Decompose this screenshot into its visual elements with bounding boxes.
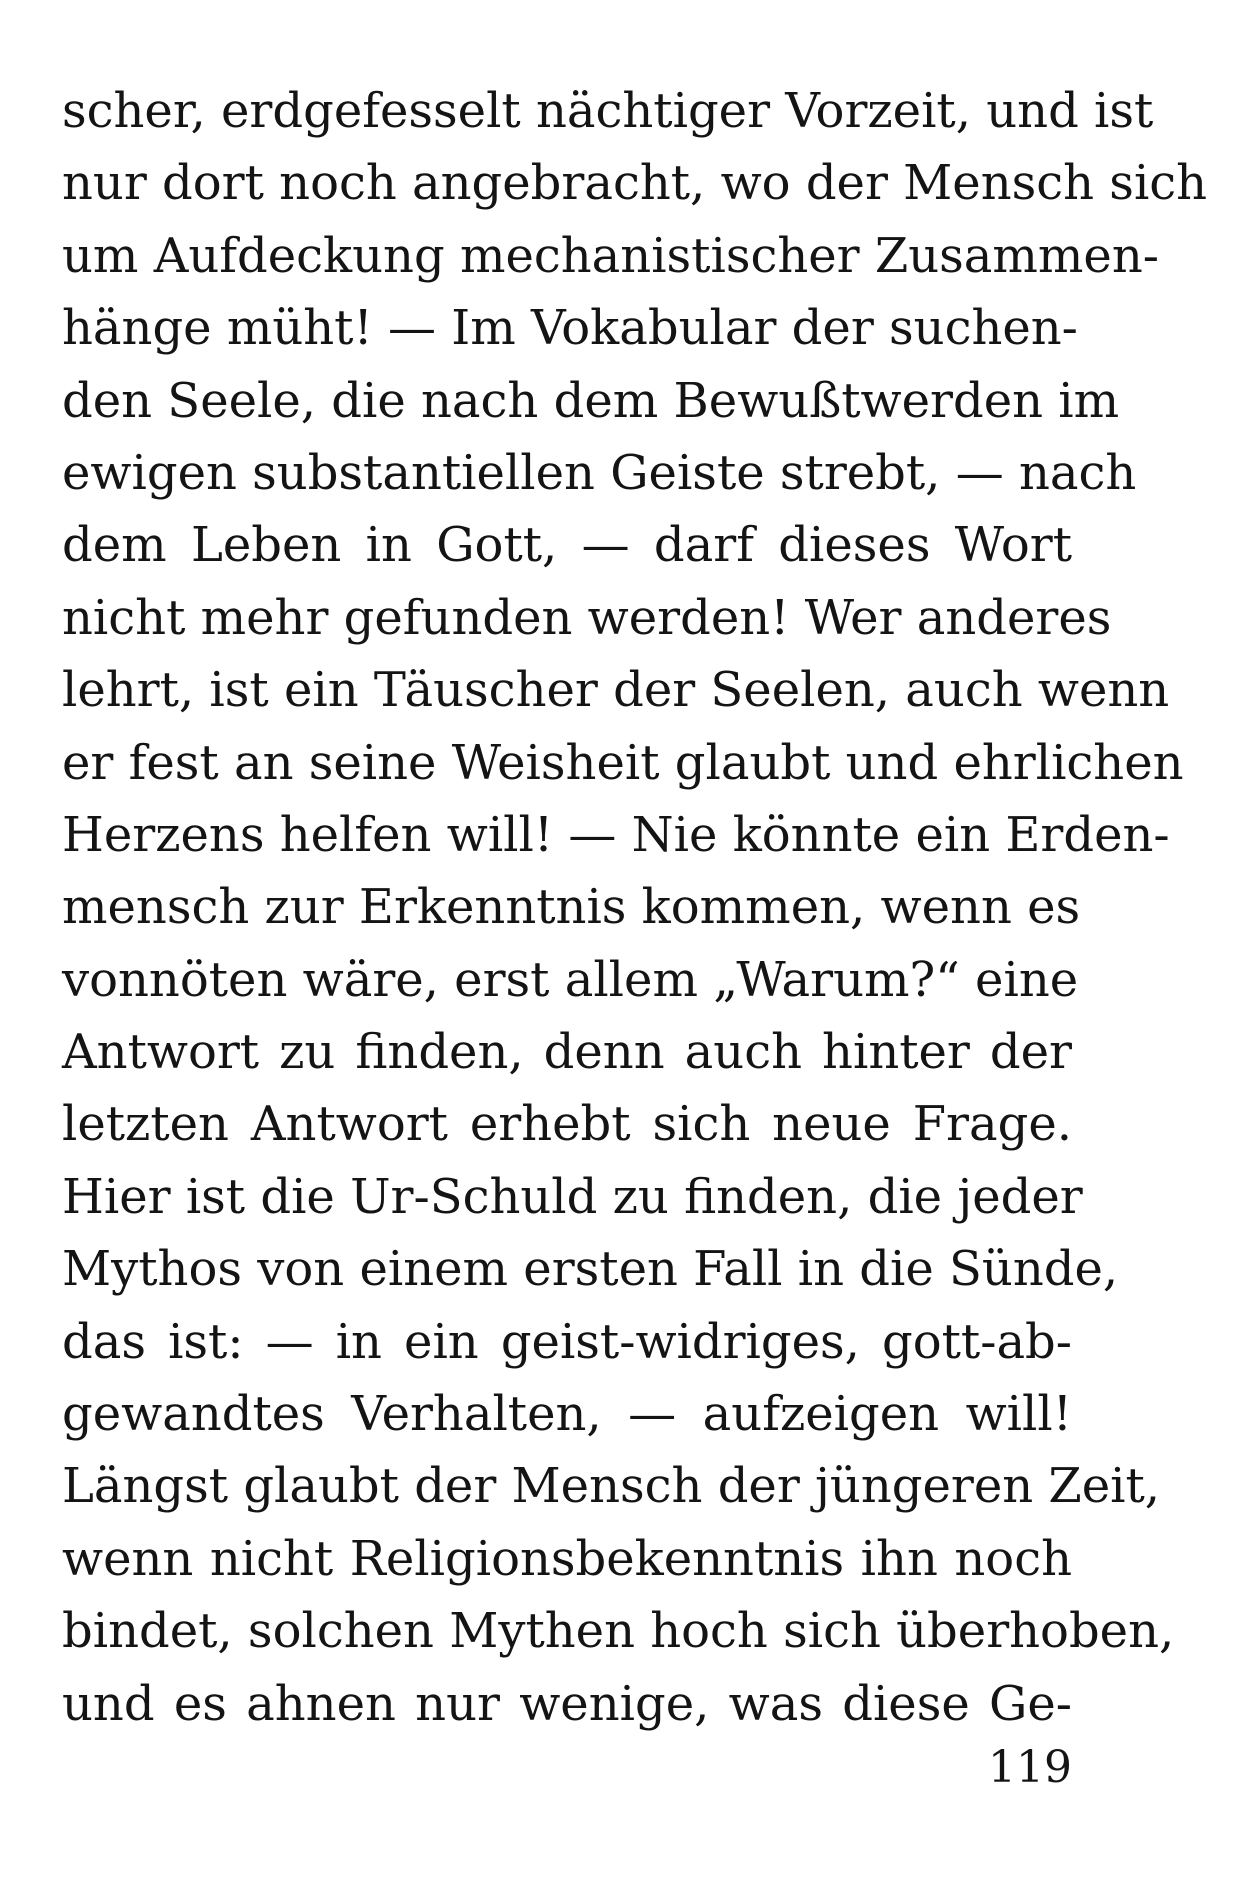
text-line: mensch zur Erkenntnis kommen, wenn es: [62, 879, 1081, 936]
text-line: Antwort zu finden, denn auch hinter der: [62, 1024, 1072, 1081]
text-line: wenn nicht Religionsbekenntnis ihn noch: [62, 1530, 1072, 1587]
text-line: gewandtes Verhalten, — aufzeigen will!: [62, 1386, 1072, 1443]
text-line: um Aufdeckung mechanistischer Zusammen-: [62, 227, 1159, 284]
page-number: 119: [988, 1742, 1072, 1793]
body-text: [62, 75, 1208, 1740]
text-line: nicht mehr gefunden werden! Wer anderes: [62, 589, 1112, 646]
text-line: lehrt, ist ein Täuscher der Seelen, auch wenn: [62, 662, 1170, 719]
text-line: Längst glaubt der Mensch der jüngeren Zeit,: [62, 1458, 1161, 1515]
text-line: nur dort noch angebracht, wo der Mensch sich: [62, 155, 1208, 212]
text-line: letzten Antwort erhebt sich neue Frage.: [62, 1096, 1072, 1153]
text-line: hänge müht! — Im Vokabular der suchen-: [62, 300, 1078, 357]
text-line: Herzens helfen will! — Nie könnte ein Erden-: [62, 806, 1170, 863]
text-line: scher, erdgefesselt nächtiger Vorzeit, und ist: [62, 83, 1154, 139]
text-line: vonnöten wäre, erst allem „Warum?“ eine: [62, 951, 1079, 1008]
text-line: das ist: — in ein geist-widriges, gott-ab-: [62, 1313, 1072, 1370]
text-line: Mythos von einem ersten Fall in die Sünde,: [62, 1241, 1119, 1298]
text-line: dem Leben in Gott, — darf dieses Wort: [62, 517, 1072, 574]
text-line: er fest an seine Weisheit glaubt und ehrlichen: [62, 734, 1184, 791]
text-line: ewigen substantiellen Geiste strebt, — nach: [62, 444, 1137, 501]
text-line: und es ahnen nur wenige, was diese Ge-: [62, 1675, 1072, 1732]
text-line: den Seele, die nach dem Bewußtwerden im: [62, 372, 1120, 429]
text-line: bindet, solchen Mythen hoch sich überhoben,: [62, 1603, 1175, 1660]
text-line: Hier ist die Ur-Schuld zu finden, die jeder: [62, 1168, 1083, 1225]
